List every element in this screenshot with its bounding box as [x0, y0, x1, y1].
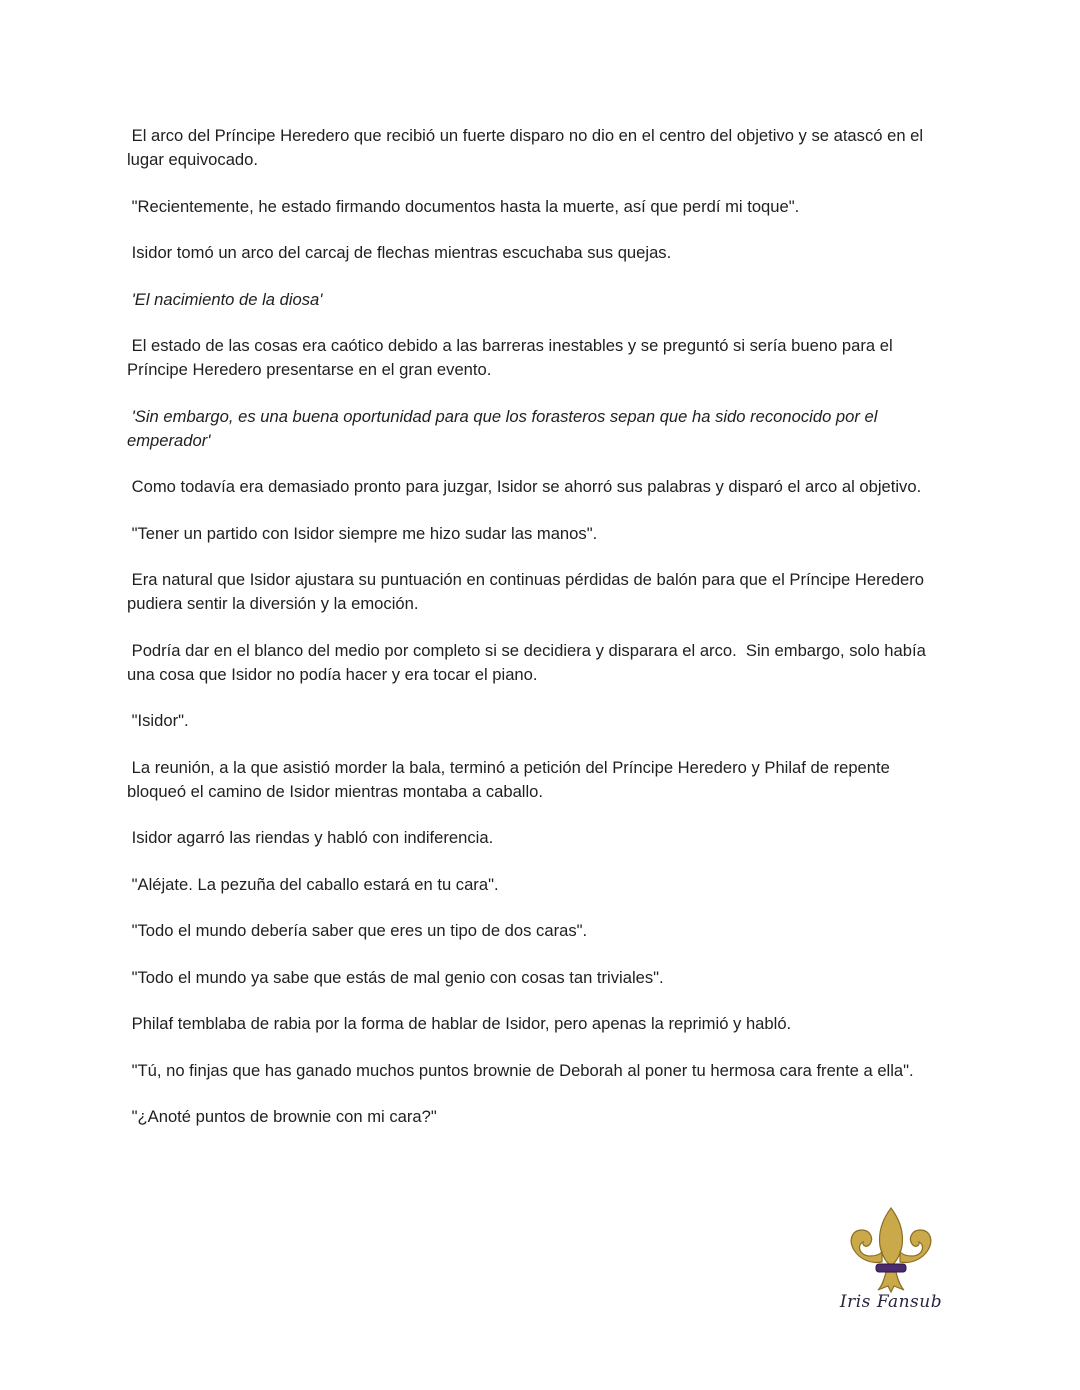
fleur-de-lis-icon	[842, 1204, 940, 1294]
paragraph-7: Como todavía era demasiado pronto para juzgar, Isidor se ahorró sus palabras y disparó el arco al objetivo.	[127, 477, 922, 496]
paragraph-15: "Todo el mundo debería saber que eres un tipo de dos caras".	[127, 921, 588, 940]
paragraph-10: Podría dar en el blanco del medio por completo si se decidiera y disparara el arco. Sin embargo, solo había una cosa que Isidor no podía hacer y era tocar el piano.	[127, 640, 931, 684]
paragraph-1: El arco del Príncipe Heredero que recibió un fuerte disparo no dio en el centro del objetivo y se atascó en el lugar equivocado.	[127, 126, 928, 169]
paragraph-19: "¿Anoté puntos de brownie con mi cara?"	[127, 1107, 437, 1126]
paragraph-5: El estado de las cosas era caótico debido a las barreras inestables y se preguntó si sería bueno para el Príncipe Heredero presentarse en el gran evento.	[127, 336, 898, 379]
paragraph-2: "Recientemente, he estado firmando documentos hasta la muerte, así que perdí mi toque".	[127, 196, 800, 216]
logo-text: Iris Fansub	[839, 1292, 943, 1312]
paragraph-13: Isidor agarró las riendas y habló con indiferencia.	[127, 828, 494, 847]
paragraph-17: Philaf temblaba de rabia por la forma de hablar de Isidor, pero apenas la reprimió y habló.	[127, 1014, 792, 1033]
paragraph-18: "Tú, no finjas que has ganado muchos puntos brownie de Deborah al poner tu hermosa cara frente a ella".	[127, 1060, 914, 1080]
paragraph-11: "Isidor".	[127, 711, 189, 730]
paragraph-12: La reunión, a la que asistió morder la bala, terminó a petición del Príncipe Heredero y Philaf de repente bloqueó el camino de Isidor mientras montaba a caballo.	[127, 757, 895, 801]
paragraph-8: "Tener un partido con Isidor siempre me hizo sudar las manos".	[127, 523, 598, 543]
paragraph-14: "Aléjate. La pezuña del caballo estará en tu cara".	[127, 874, 499, 894]
paragraph-6: 'Sin embargo, es una buena oportunidad para que los forasteros sepan que ha sido reconocido por el emperador'	[127, 406, 883, 450]
paragraph-16: "Todo el mundo ya sabe que estás de mal genio con cosas tan triviales".	[127, 967, 664, 987]
document-body	[127, 124, 947, 1152]
paragraph-4: 'El nacimiento de la diosa'	[127, 289, 323, 309]
paragraph-9: Era natural que Isidor ajustara su puntuación en continuas pérdidas de balón para que el Príncipe Heredero pudiera sentir la diversión y la emoción.	[127, 570, 929, 613]
paragraph-3: Isidor tomó un arco del carcaj de flechas mientras escuchaba sus quejas.	[127, 243, 672, 262]
watermark-logo	[836, 1204, 946, 1324]
